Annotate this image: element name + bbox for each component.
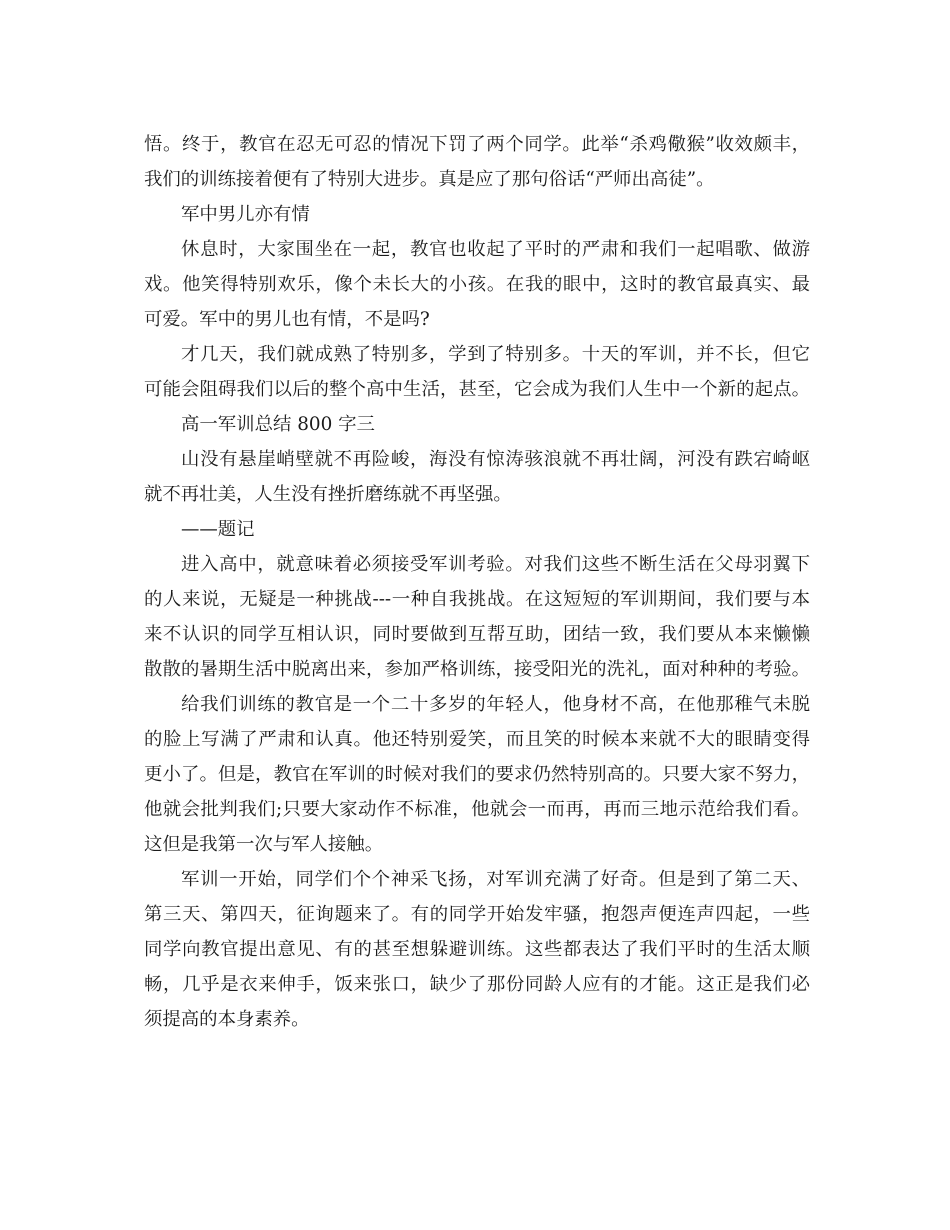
text-line: 进入高中，就意味着必须接受军训考验。对我们这些不断生活在父母羽翼下 xyxy=(181,554,810,575)
epigraph-attribution: ——题记 xyxy=(181,519,255,540)
text-line: 的脸上写满了严肃和认真。他还特别爱笑，而且笑的时候本来就不大的眼睛变得 xyxy=(144,729,810,750)
text-line: 第三天、第四天，征询题来了。有的同学开始发牢骚，抱怨声便连声四起，一些 xyxy=(144,904,810,925)
text-line: 戏。他笑得特别欢乐，像个未长大的小孩。在我的眼中，这时的教官最真实、最 xyxy=(144,274,810,295)
text-line: 悟。终于，教官在忍无可忍的情况下罚了两个同学。此举“杀鸡儆猴”收效颇丰， xyxy=(144,134,810,155)
text-line: 休息时，大家围坐在一起，教官也收起了平时的严肃和我们一起唱歌、做游 xyxy=(181,239,810,260)
text-line: 我们的训练接着便有了特别大进步。真是应了那句俗话“严师出高徒”。 xyxy=(144,169,715,190)
text-line: 的人来说，无疑是一种挑战---一种自我挑战。在这短短的军训期间，我们要与本 xyxy=(144,589,810,610)
document-body xyxy=(144,127,810,1037)
text-line: 同学向教官提出意见、有的甚至想躲避训练。这些都表达了我们平时的生活太顺 xyxy=(144,939,810,960)
text-line: 军训一开始，同学们个个神采飞扬，对军训充满了好奇。但是到了第二天、 xyxy=(181,869,810,890)
text-line: 可能会阻碍我们以后的整个高中生活，甚至，它会成为我们人生中一个新的起点。 xyxy=(144,379,810,400)
text-line: 来不认识的同学互相认识，同时要做到互帮互助，团结一致，我们要从本来懒懒 xyxy=(144,624,810,645)
text-line: 散散的暑期生活中脱离出来，参加严格训练，接受阳光的洗礼，面对种种的考验。 xyxy=(144,659,810,680)
text-line: 这但是我第一次与军人接触。 xyxy=(144,834,384,855)
section-heading: 军中男儿亦有情 xyxy=(181,204,310,225)
text-line: 须提高的本身素养。 xyxy=(144,1009,310,1030)
text-line: 就不再壮美，人生没有挫折磨练就不再坚强。 xyxy=(144,484,512,505)
text-line: 山没有悬崖峭壁就不再险峻，海没有惊涛骇浪就不再壮阔，河没有跌宕崎岖 xyxy=(181,449,810,470)
text-line: 才几天，我们就成熟了特别多，学到了特别多。十天的军训，并不长，但它 xyxy=(181,344,810,365)
text-line: 可爱。军中的男儿也有情，不是吗? xyxy=(144,309,430,330)
section-heading: 高一军训总结 800 字三 xyxy=(181,414,375,435)
text-line: 给我们训练的教官是一个二十多岁的年轻人，他身材不高，在他那稚气未脱 xyxy=(181,694,810,715)
text-line: 他就会批判我们;只要大家动作不标准，他就会一而再，再而三地示范给我们看。 xyxy=(144,799,810,820)
text-line: 畅，几乎是衣来伸手，饭来张口，缺少了那份同龄人应有的才能。这正是我们必 xyxy=(144,974,810,995)
text-line: 更小了。但是，教官在军训的时候对我们的要求仍然特别高的。只要大家不努力， xyxy=(144,764,810,785)
